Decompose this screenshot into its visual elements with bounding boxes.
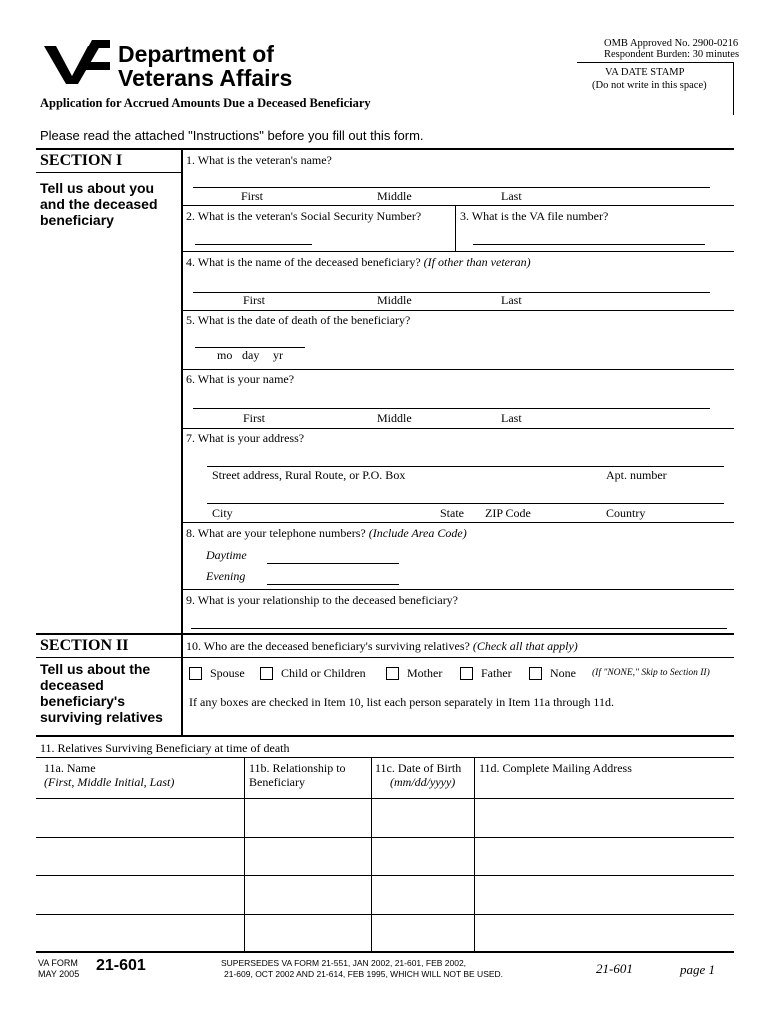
q4-middle-label: Middle — [377, 293, 412, 307]
veteran-name-field[interactable] — [193, 187, 710, 188]
q8-note: (Include Area Code) — [368, 526, 467, 540]
section1-desc-line1: Tell us about you — [40, 180, 155, 196]
q7-country-label: Country — [606, 506, 646, 520]
footer-date: MAY 2005 — [38, 969, 80, 979]
q6-label: 6. What is your name? — [186, 372, 295, 386]
instructions-note: Please read the attached "Instructions" before you fill out this form. — [40, 128, 424, 143]
footer-form-number: 21-601 — [96, 957, 146, 974]
footer-supersedes-line1: SUPERSEDES VA FORM 21-551, JAN 2002, 21-601, FEB 2002, — [221, 958, 467, 968]
footer-supersedes-line2: 21-609, OCT 2002 AND 21-614, FEB 1995, WHICH WILL NOT BE USED. — [224, 969, 504, 979]
q1-label: 1. What is the veteran's name? — [186, 153, 332, 167]
spouse-checkbox[interactable] — [189, 667, 202, 680]
col-a-header: 11a. Name — [44, 761, 96, 775]
form-title: Application for Accrued Amounts Due a Deceased Beneficiary — [40, 96, 371, 110]
q2-label: 2. What is the veteran's Social Security Number? — [186, 209, 422, 223]
q4-first-label: First — [243, 293, 266, 307]
q6-middle-label: Middle — [377, 411, 412, 425]
footer-va-form: VA FORM — [38, 958, 78, 968]
q1-first-label: First — [241, 189, 264, 203]
deceased-beneficiary-name-field[interactable] — [193, 292, 710, 293]
street-address-field[interactable] — [207, 466, 724, 467]
spouse-option-label: Spouse — [210, 666, 245, 680]
daytime-phone-field[interactable] — [267, 563, 399, 564]
va-file-number-field[interactable] — [473, 244, 705, 245]
col-b-subheader: Beneficiary — [249, 775, 305, 789]
mother-checkbox[interactable] — [386, 667, 399, 680]
q5-mo-label: mo — [217, 348, 233, 362]
q5-yr-label: yr — [273, 348, 283, 362]
section1-desc-line2: and the deceased — [40, 196, 158, 212]
respondent-burden: Respondent Burden: 30 minutes — [604, 49, 740, 60]
va-date-stamp-title: VA DATE STAMP — [605, 67, 685, 78]
table-row[interactable] — [37, 915, 734, 950]
section1-desc-line3: beneficiary — [40, 212, 114, 228]
q4-label: 4. What is the name of the deceased beneficiary? (If other than veteran) — [186, 255, 531, 269]
children-checkbox[interactable] — [260, 667, 273, 680]
section2-desc-line3: beneficiary's — [40, 693, 126, 709]
father-checkbox[interactable] — [460, 667, 473, 680]
children-option-label: Child or Children — [281, 666, 366, 680]
your-name-field[interactable] — [193, 408, 710, 409]
col-c-header: 11c. Date of Birth — [375, 761, 462, 775]
col-b-header: 11b. Relationship to — [249, 761, 346, 775]
mother-option-label: Mother — [407, 666, 443, 680]
section2-desc-line2: deceased — [40, 677, 104, 693]
q4-note: (If other than veteran) — [423, 255, 531, 269]
father-option-label: Father — [481, 666, 512, 680]
q11-label: 11. Relatives Surviving Beneficiary at time of death — [40, 741, 290, 755]
col-c-subheader: (mm/dd/yyyy) — [390, 775, 456, 789]
q10-label: 10. Who are the deceased beneficiary's surviving relatives? (Check all that apply) — [186, 639, 578, 653]
va-date-stamp-note: (Do not write in this space) — [592, 80, 707, 91]
q3-label: 3. What is the VA file number? — [460, 209, 609, 223]
q7-zip-label: ZIP Code — [485, 506, 531, 520]
q6-last-label: Last — [501, 411, 522, 425]
q7-state-label: State — [440, 506, 464, 520]
q8-daytime-label: Daytime — [206, 548, 247, 562]
evening-phone-field[interactable] — [267, 584, 399, 585]
section2-desc-line4: surviving relatives — [40, 709, 163, 725]
q1-last-label: Last — [501, 189, 522, 203]
q7-street-label: Street address, Rural Route, or P.O. Box — [212, 468, 406, 482]
q6-first-label: First — [243, 411, 266, 425]
q4-last-label: Last — [501, 293, 522, 307]
q8-label: 8. What are your telephone numbers? (Include Area Code) — [186, 526, 467, 540]
q1-middle-label: Middle — [377, 189, 412, 203]
q10-note: (Check all that apply) — [472, 639, 578, 653]
q5-label: 5. What is the date of death of the beneficiary? — [186, 313, 411, 327]
city-state-zip-field[interactable] — [207, 503, 724, 504]
veteran-ssn-field[interactable] — [195, 244, 312, 245]
org-name-line1: Department of — [118, 41, 274, 67]
va-logo — [44, 40, 110, 86]
section1-title: SECTION I — [40, 152, 123, 169]
table-row[interactable] — [37, 876, 734, 913]
col-a-subheader: (First, Middle Initial, Last) — [44, 775, 175, 789]
q10-followup: If any boxes are checked in Item 10, list each person separately in Item 11a through 11d. — [189, 695, 614, 709]
org-name-line2: Veterans Affairs — [118, 65, 293, 91]
page-number: page 1 — [680, 962, 716, 977]
va-date-stamp-area — [577, 62, 733, 115]
section2-title: SECTION II — [40, 637, 129, 654]
q9-label: 9. What is your relationship to the deceased beneficiary? — [186, 593, 459, 607]
table-row[interactable] — [37, 838, 734, 874]
omb-number: OMB Approved No. 2900-0216 — [604, 38, 739, 49]
q7-city-label: City — [212, 506, 233, 520]
q5-day-label: day — [242, 348, 260, 362]
none-skip-note: (If "NONE," Skip to Section II) — [592, 668, 710, 678]
q8-evening-label: Evening — [206, 569, 246, 583]
col-d-header: 11d. Complete Mailing Address — [479, 761, 632, 775]
section2-desc-line1: Tell us about the — [40, 661, 151, 677]
table-row[interactable] — [37, 799, 734, 836]
footer-form-number-italic: 21-601 — [596, 961, 633, 976]
relationship-field[interactable] — [191, 628, 727, 629]
q7-label: 7. What is your address? — [186, 431, 305, 445]
none-checkbox[interactable] — [529, 667, 542, 680]
none-option-label: None — [550, 666, 576, 680]
q7-apt-label: Apt. number — [606, 468, 667, 482]
